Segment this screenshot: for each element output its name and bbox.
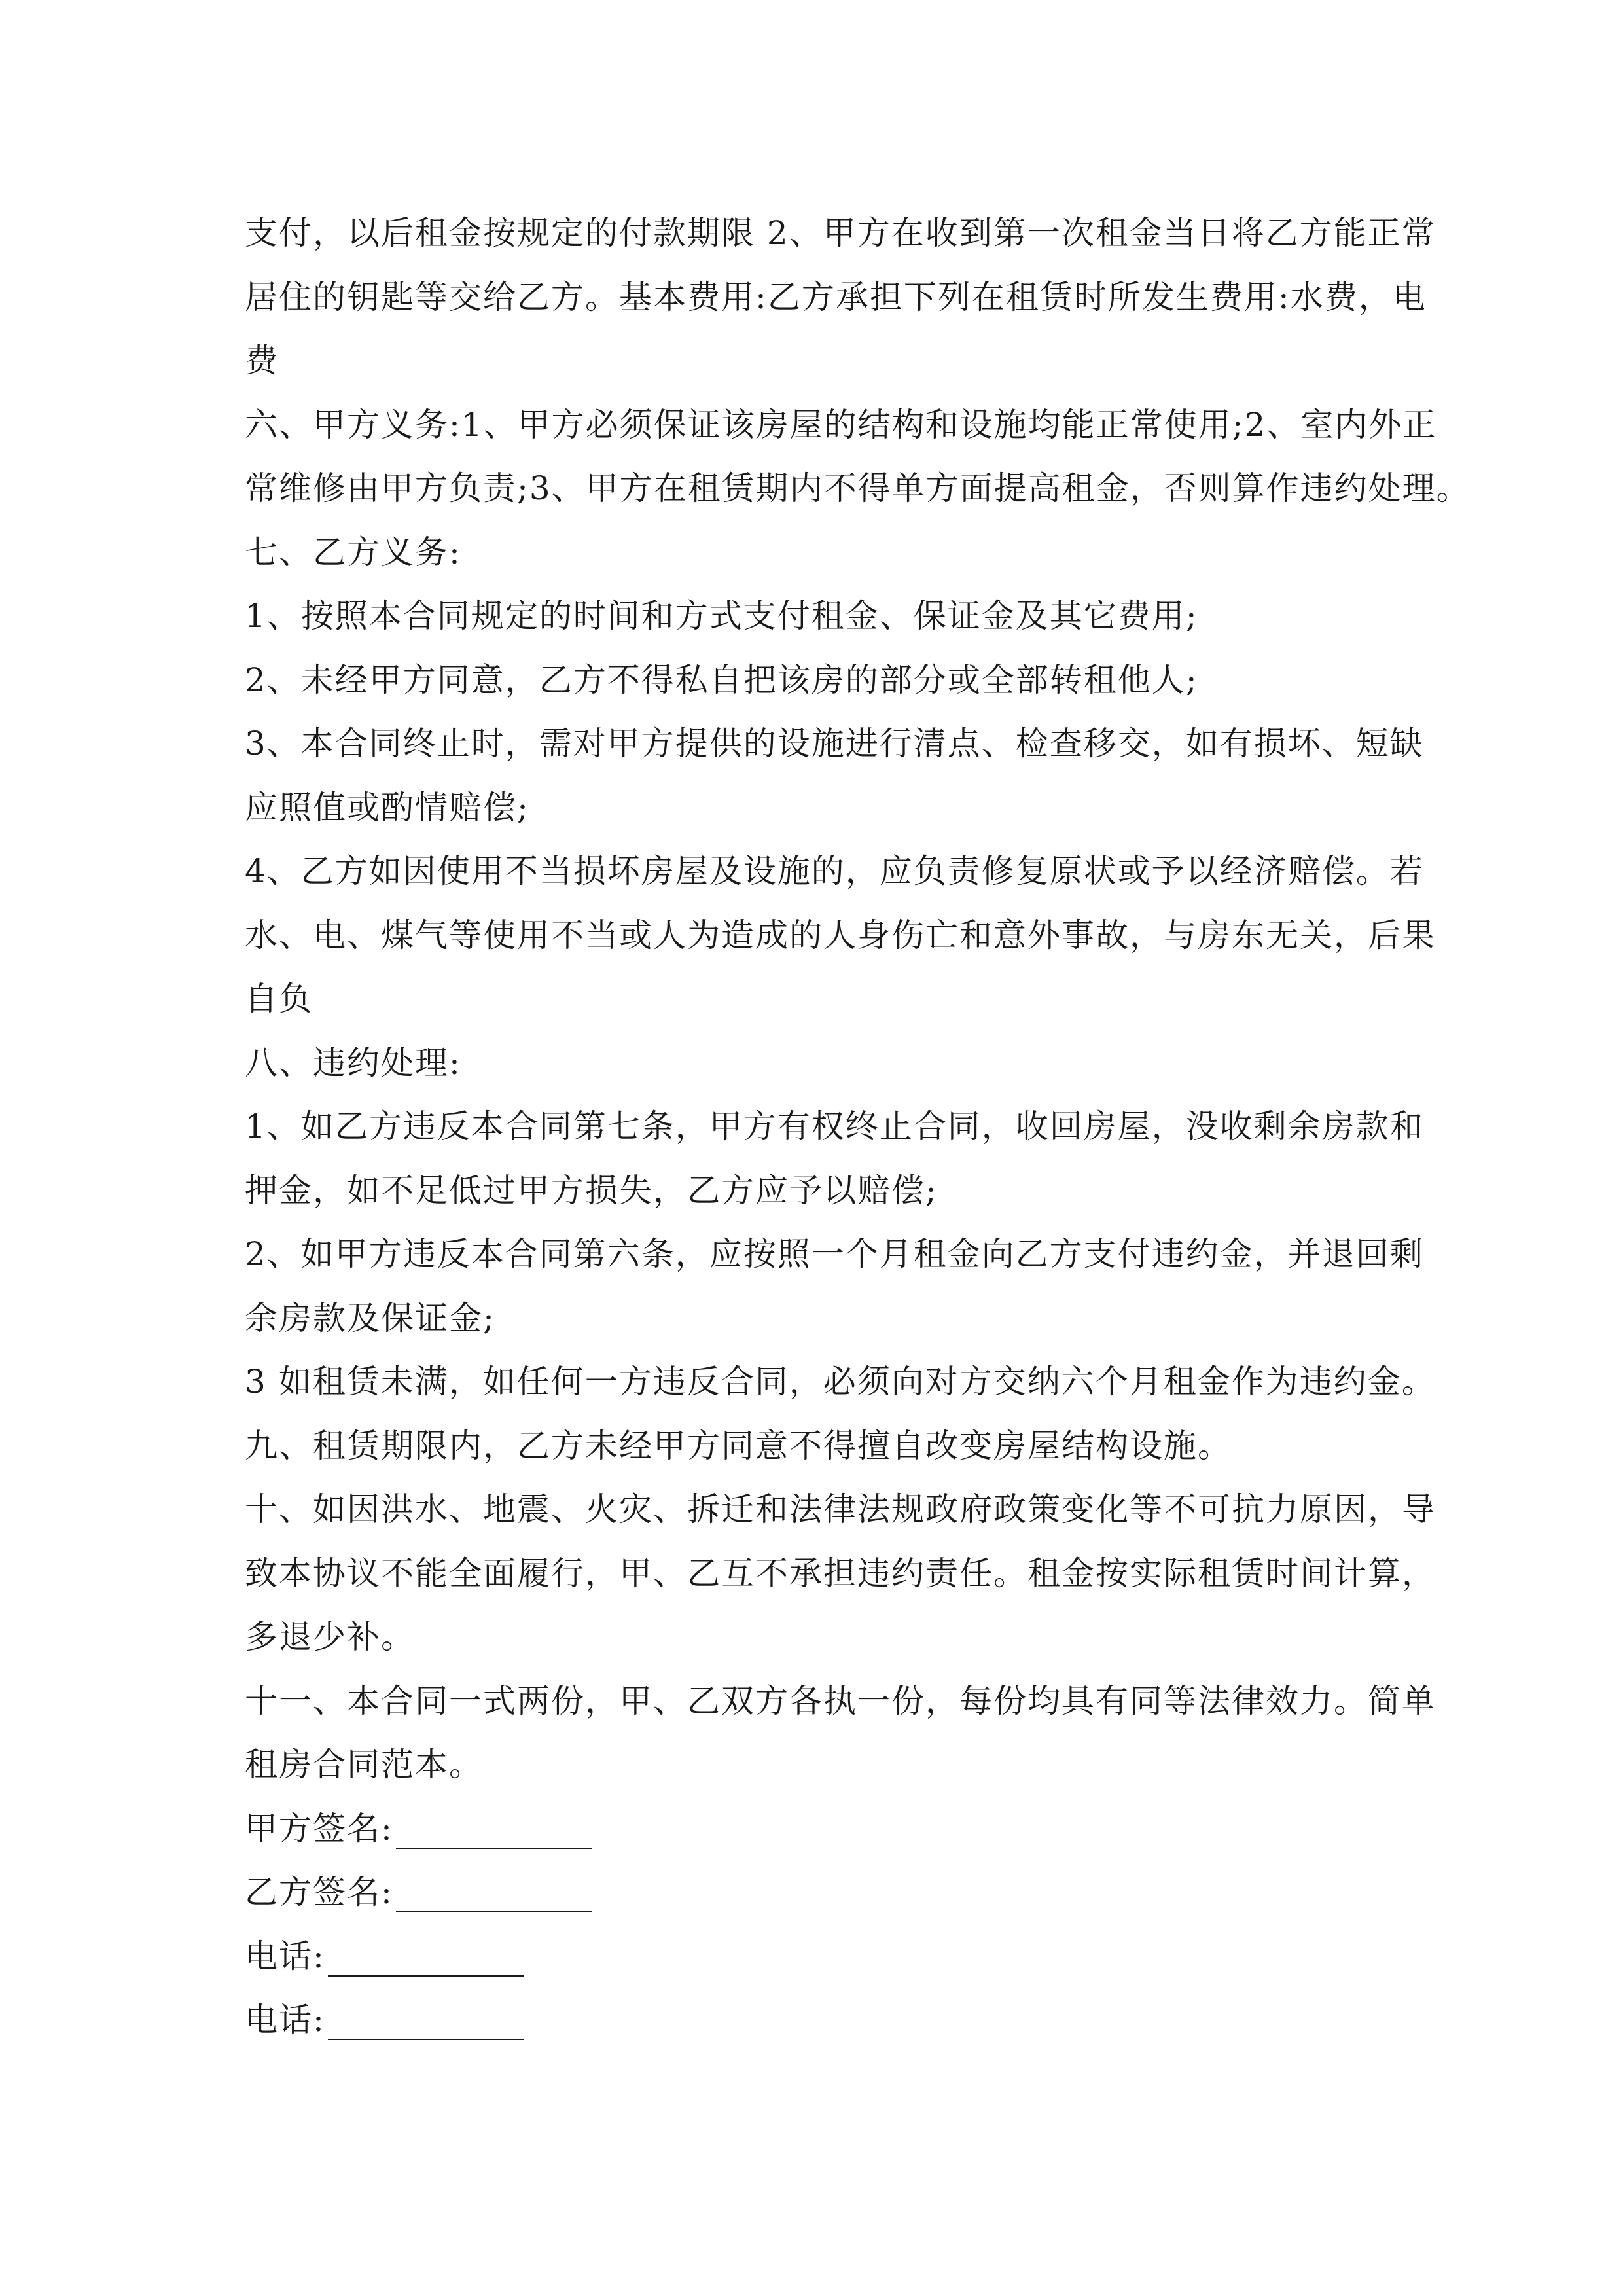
text-line: 水、电、煤气等使用不当或人为造成的人身伤亡和意外事故，与房东无关，后果 bbox=[245, 916, 1436, 954]
text-line: 3、本合同终止时，需对甲方提供的设施进行清点、检查移交，如有损坏、短缺 bbox=[245, 725, 1424, 762]
text-line: 六、甲方义务:1、甲方必须保证该房屋的结构和设施均能正常使用;2、室内外正 bbox=[245, 405, 1437, 444]
text-line: 费 bbox=[245, 342, 279, 380]
text-line: 押金，如不足低过甲方损失，乙方应予以赔偿; bbox=[245, 1171, 938, 1210]
text-line: 致本协议不能全面履行，甲、乙互不承担违约责任。租金按实际租赁时间计算， bbox=[245, 1554, 1436, 1592]
party-a-signature-blank[interactable] bbox=[396, 1848, 592, 1849]
text-line: 1、按照本合同规定的时间和方式支付租金、保证金及其它费用; bbox=[245, 597, 1198, 635]
text-line: 2、未经甲方同意，乙方不得私自把该房的部分或全部转租他人; bbox=[245, 660, 1198, 699]
text-line: 九、租赁期限内，乙方未经甲方同意不得擅自改变房屋结构设施。 bbox=[245, 1426, 1232, 1465]
text-line: 十、如因洪水、地震、火灾、拆迁和法律法规政府政策变化等不可抗力原因，导 bbox=[245, 1490, 1436, 1528]
section-heading: 七、乙方义务: bbox=[245, 533, 461, 571]
text-line: 1、如乙方违反本合同第七条，甲方有权终止合同，收回房屋，没收剩余房款和 bbox=[245, 1107, 1424, 1145]
phone-row-1 bbox=[245, 1925, 1383, 1989]
text-line: 自负 bbox=[245, 980, 313, 1018]
text-line: 常维修由甲方负责;3、甲方在租赁期内不得单方面提高租金，否则算作违约处理。 bbox=[245, 469, 1471, 507]
text-line: 支付，以后租金按规定的付款期限 2、甲方在收到第一次租金当日将乙方能正常 bbox=[245, 214, 1436, 252]
phone-label-1: 电话: bbox=[245, 1937, 325, 1975]
text-line: 3 如租赁未满，如任何一方违反合同，必须向对方交纳六个月租金作为违约金。 bbox=[245, 1363, 1436, 1401]
party-b-signature-row bbox=[245, 1861, 1383, 1925]
section-heading: 八、违约处理: bbox=[245, 1043, 461, 1082]
phone-label-2: 电话: bbox=[245, 2001, 325, 2039]
text-line: 4、乙方如因使用不当损坏房屋及设施的，应负责修复原状或予以经济赔偿。若 bbox=[245, 852, 1424, 890]
text-line: 应照值或酌情赔偿; bbox=[245, 788, 529, 827]
contract-body bbox=[245, 202, 1471, 2053]
party-b-signature-label: 乙方签名: bbox=[245, 1873, 393, 1911]
phone-blank-1[interactable] bbox=[328, 1975, 524, 1977]
text-line: 余房款及保证金; bbox=[245, 1299, 495, 1337]
phone-row-2 bbox=[245, 1988, 1383, 2053]
party-b-signature-blank[interactable] bbox=[396, 1911, 592, 1912]
party-a-signature-label: 甲方签名: bbox=[245, 1809, 393, 1848]
text-line: 多退少补。 bbox=[245, 1618, 415, 1656]
phone-blank-2[interactable] bbox=[328, 2039, 524, 2040]
party-a-signature-row bbox=[245, 1797, 1383, 1861]
text-line: 租房合同范本。 bbox=[245, 1746, 483, 1784]
text-line: 居住的钥匙等交给乙方。基本费用:乙方承担下列在租赁时所发生费用:水费，电 bbox=[245, 278, 1427, 316]
text-line: 2、如甲方违反本合同第六条，应按照一个月租金向乙方支付违约金，并退回剩 bbox=[245, 1235, 1424, 1273]
text-line: 十一、本合同一式两份，甲、乙双方各执一份，每份均具有同等法律效力。简单 bbox=[245, 1681, 1436, 1720]
